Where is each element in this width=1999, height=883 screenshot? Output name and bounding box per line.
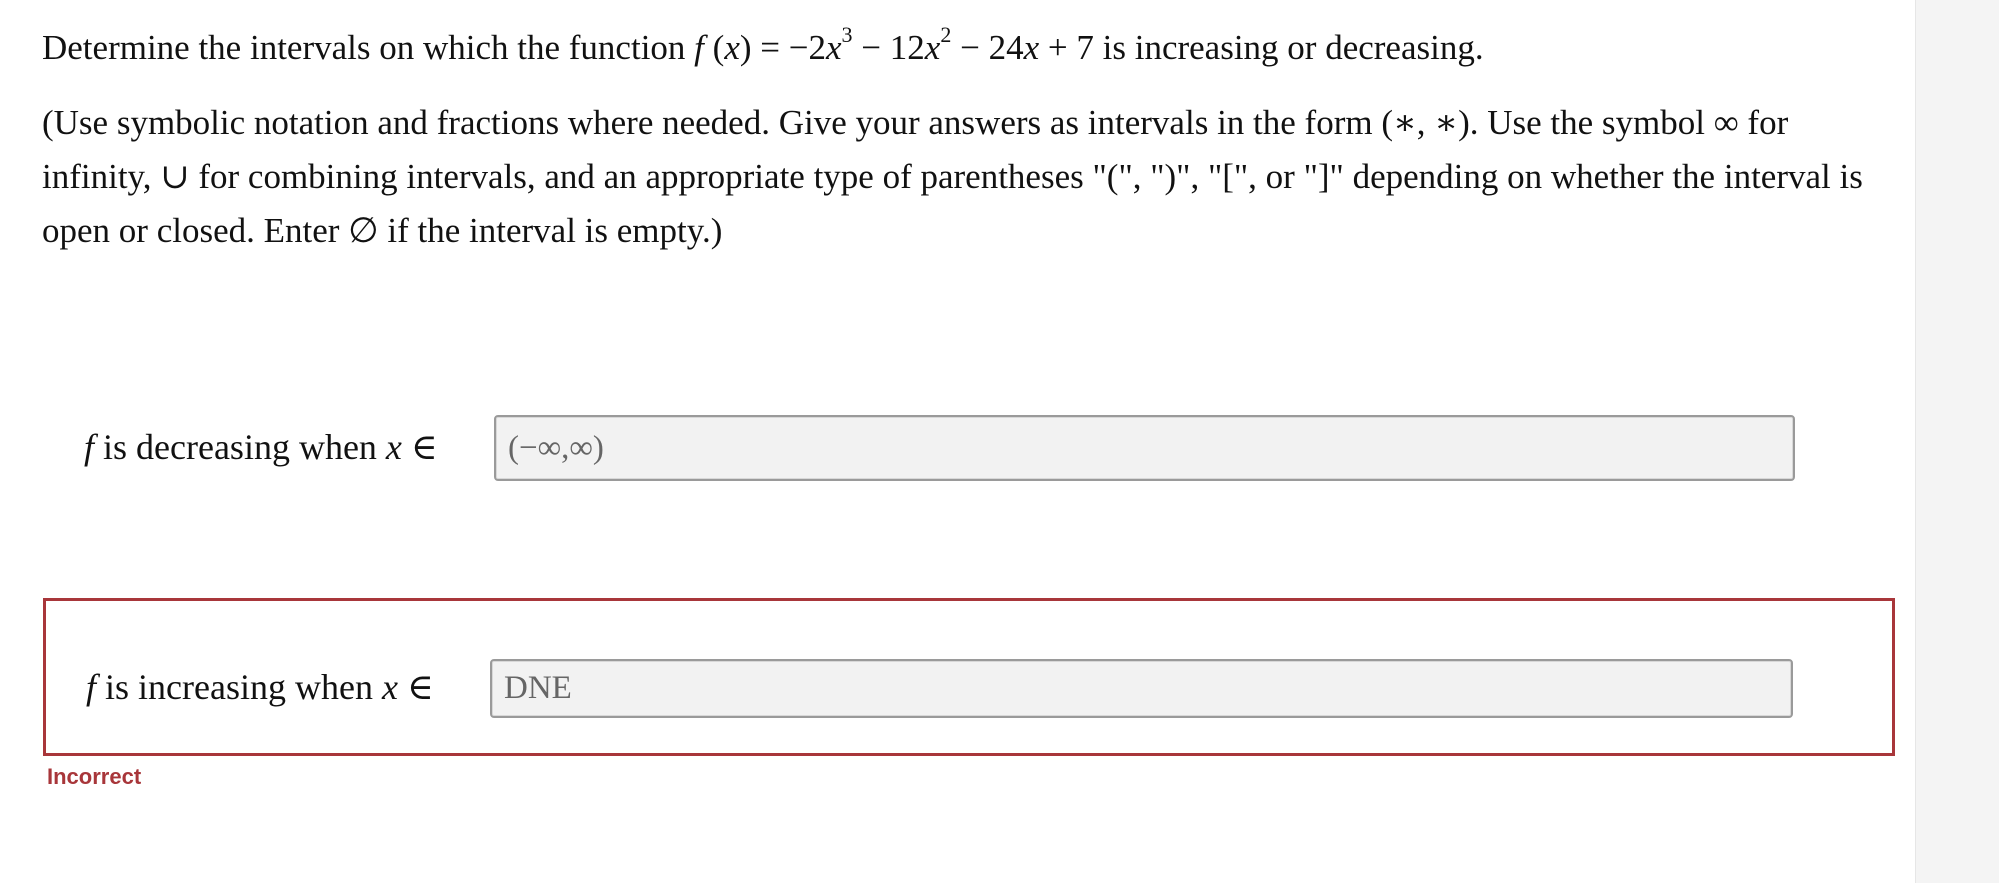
decreasing-label-in: ∈ [401, 427, 438, 467]
question-equals: ) = −2 [739, 28, 826, 67]
question-exp3: 3 [841, 22, 853, 48]
decreasing-label-mid: is decreasing when [94, 427, 386, 467]
question-minus12: − 12 [852, 28, 925, 67]
question-exp2: 2 [940, 22, 952, 48]
increasing-label-in: ∈ [397, 667, 434, 707]
decreasing-label [84, 426, 438, 468]
increasing-answer-field[interactable]: DNE [490, 659, 1793, 718]
instructions-text: (Use symbolic notation and fractions where needed. Give your answers as intervals in the form (∗, ∗). Use the symbol ∞ for infinity, ∪ for combining intervals, and an appropriate type of parentheses "(", ")", "[", or "]" depending on whether the interval is open or closed. Enter ∅ if the interval is empty.) [42, 103, 1863, 250]
question-x: x [724, 28, 740, 67]
incorrect-status-label: Incorrect [47, 764, 142, 789]
question-minus24: − 24 [951, 28, 1024, 67]
decreasing-row [84, 422, 438, 472]
question-open-paren: ( [703, 28, 725, 67]
question-suffix: + 7 is increasing or decreasing. [1039, 28, 1484, 67]
question-x2: x [924, 28, 941, 67]
increasing-label-mid: is increasing when [96, 667, 382, 707]
question-x1: x [1023, 28, 1040, 67]
right-gutter [1915, 0, 1999, 883]
decreasing-label-x: x [385, 427, 402, 467]
question-prefix: Determine the intervals on which the function [42, 28, 695, 67]
question-x3: x [826, 28, 842, 67]
increasing-row [86, 662, 434, 712]
increasing-label [86, 666, 434, 708]
decreasing-answer-field[interactable]: (−∞,∞) [494, 415, 1795, 481]
increasing-label-x: x [381, 667, 398, 707]
question-text [42, 24, 1484, 72]
decreasing-label-f: f [84, 427, 95, 467]
question-f: f [694, 28, 704, 67]
increasing-label-f: f [86, 667, 97, 707]
